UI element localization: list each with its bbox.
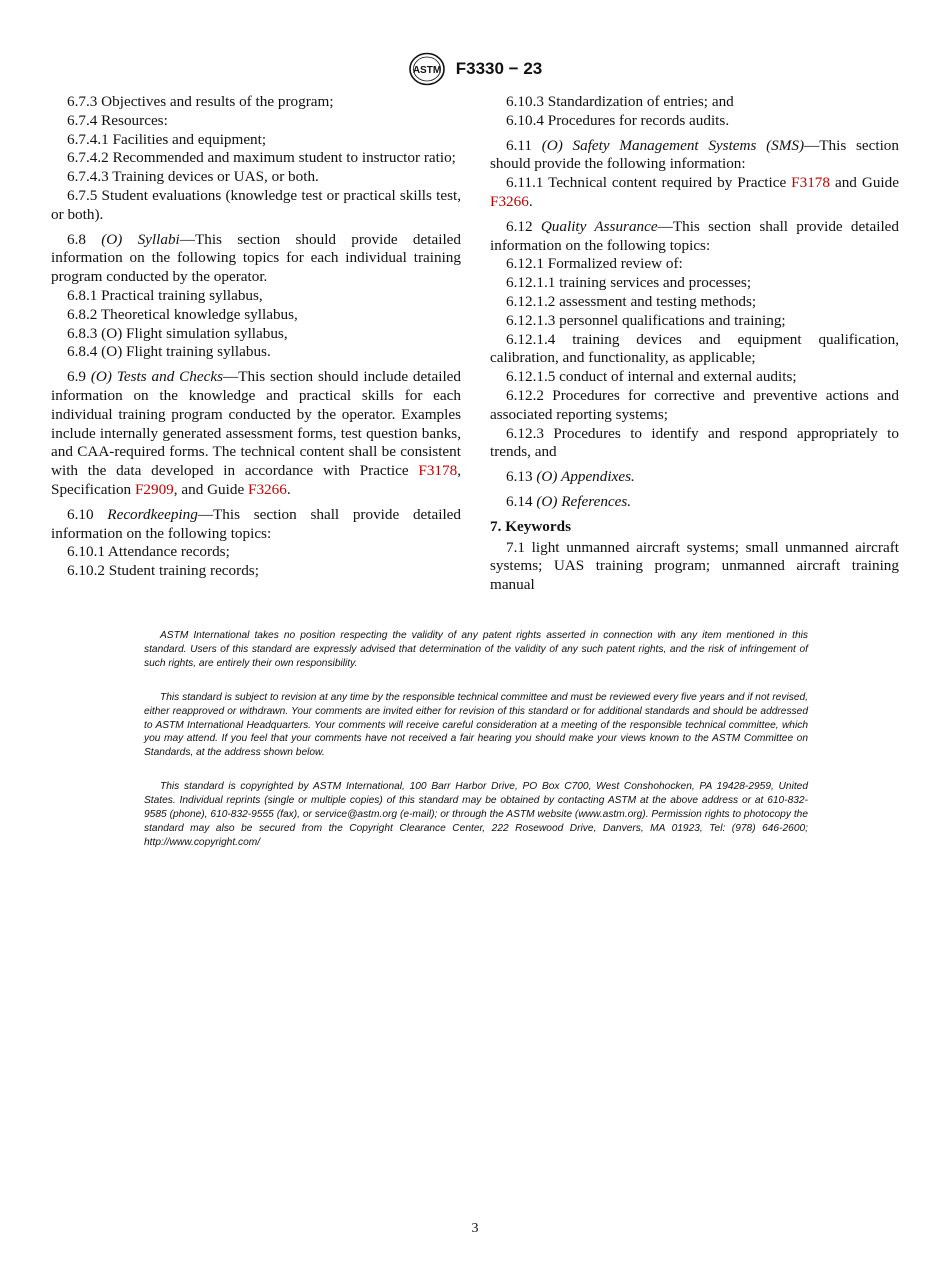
clause-number: 6.12	[506, 217, 533, 235]
clause-6-7-5: 6.7.5 Student evaluations (knowledge test or practical skills test, or both).	[51, 186, 461, 223]
clause-6-8-2: 6.8.2 Theoretical knowledge syllabus,	[67, 305, 298, 323]
page-number: 3	[471, 1221, 479, 1236]
legal-notices	[144, 629, 808, 870]
clause-6-8	[51, 231, 461, 287]
clause-text: —This section shall provide detailed information on the following topics:	[490, 217, 899, 254]
clause-text: .	[528, 192, 533, 210]
patent-notice: ASTM International takes no position respecting the validity of any patent rights asserted in connection with any item mentioned in this standard. Users of this standard are expressly advised that determination of the validity of any such patent rights, and the risk of infringement of such rights, are entirely their own responsibility.	[144, 630, 808, 669]
clause-6-11-1	[490, 174, 899, 212]
clause-6-8-3: 6.8.3 (O) Flight simulation syllabus,	[67, 324, 288, 342]
clause-6-12-1: 6.12.1 Formalized review of:	[506, 255, 683, 273]
clause-6-8-4: 6.8.4 (O) Flight training syllabus.	[67, 343, 271, 361]
clause-6-12-1-4: 6.12.1.4 training devices and equipment qualification, calibration, and functionality, as applicable;	[490, 330, 899, 367]
link-f2909[interactable]: F2909	[134, 480, 174, 498]
clause-6-7-4: 6.7.4 Resources:	[67, 111, 168, 129]
clause-6-12	[490, 218, 899, 256]
clause-6-7-3: 6.7.3 Objectives and results of the program;	[67, 93, 334, 110]
clause-6-12-2: 6.12.2 Procedures for corrective and preventive actions and associated reporting systems;	[490, 386, 899, 423]
clause-text: —This section should include detailed information on the knowledge and practical skills for each individual training program conducted by the operator. Examples include internally generated assessment forms, test question banks, and CAA-required forms. The technical content shall be consistent with the data developed in accordance with Practice	[51, 368, 461, 480]
clause-6-14	[490, 493, 899, 512]
clause-number: 6.13	[506, 468, 533, 486]
clause-number: 6.10	[67, 505, 94, 523]
left-column	[51, 93, 461, 581]
clause-number: 6.9	[67, 368, 86, 386]
clause-text: and Guide	[830, 174, 899, 192]
clause-7-1: 7.1 light unmanned aircraft systems; small unmanned aircraft systems; UAS training program; unmanned aircraft training manual	[490, 538, 899, 594]
clause-6-12-3: 6.12.3 Procedures to identify and respond appropriately to trends, and	[490, 424, 899, 461]
clause-text: .	[286, 480, 291, 498]
revision-notice: This standard is subject to revision at any time by the responsible technical committee and must be reviewed every five years and if not revised, either reapproved or withdrawn. Your comments are invited either for revision of this standard or for additional standards and should be addressed to ASTM International Headquarters. Your comments will receive careful consideration at a meeting of the responsible technical committee, which you may attend. If you feel that your comments have not received a fair hearing you should make your views known to the ASTM Committee on Standards, at the address shown below.	[144, 691, 808, 759]
clause-6-10-2: 6.10.2 Student training records;	[67, 562, 259, 580]
clause-6-7-4-2: 6.7.4.2 Recommended and maximum student to instructor ratio;	[67, 149, 456, 167]
clause-title: (O) Syllabi	[101, 230, 180, 248]
clause-text: , Specification	[51, 462, 461, 498]
link-f3178[interactable]: F3178	[791, 174, 830, 192]
clause-6-10-4: 6.10.4 Procedures for records audits.	[506, 111, 730, 129]
clause-6-11	[490, 137, 899, 175]
document-designation: F3330 − 23	[455, 59, 543, 78]
link-f3178[interactable]: F3178	[418, 462, 458, 480]
clause-6-13	[490, 468, 899, 487]
clause-title: (O) Appendixes.	[536, 468, 635, 486]
section-heading-keywords: 7. Keywords	[490, 517, 571, 535]
clause-6-10	[51, 506, 461, 544]
clause-6-10-1: 6.10.1 Attendance records;	[67, 543, 230, 561]
clause-title: Recordkeeping	[107, 505, 198, 523]
clause-6-9	[51, 368, 461, 500]
clause-text: 6.11.1 Technical content required by Practice	[506, 174, 792, 192]
astm-logo-icon	[408, 52, 446, 86]
right-column	[490, 93, 899, 595]
clause-6-10-3: 6.10.3 Standardization of entries; and	[506, 93, 734, 110]
astm-logo-text: ASTM	[412, 65, 441, 76]
clause-6-12-1-1: 6.12.1.1 training services and processes;	[506, 274, 752, 292]
clause-6-7-4-3: 6.7.4.3 Training devices or UAS, or both.	[67, 168, 319, 186]
clause-text: , and Guide	[173, 480, 248, 498]
clause-title: (O) Safety Management Systems (SMS)	[541, 136, 805, 154]
clause-6-12-1-3: 6.12.1.3 personnel qualifications and training;	[506, 311, 786, 329]
clause-6-7-4-1: 6.7.4.1 Facilities and equipment;	[67, 130, 267, 148]
clause-text: —This section shall provide detailed information on the following topics:	[51, 505, 462, 542]
clause-6-8-1: 6.8.1 Practical training syllabus,	[67, 286, 263, 304]
link-f3266[interactable]: F3266	[248, 480, 287, 498]
clause-6-12-1-5: 6.12.1.5 conduct of internal and external audits;	[506, 368, 797, 386]
clause-6-12-1-2: 6.12.1.2 assessment and testing methods;	[506, 292, 757, 310]
clause-title: (O) Tests and Checks	[90, 368, 224, 386]
link-f3266[interactable]: F3266	[490, 192, 529, 210]
copyright-notice: This standard is copyrighted by ASTM International, 100 Barr Harbor Drive, PO Box C700, West Conshohocken, PA 19428-2959, United States. Individual reprints (single or multiple copies) of this standard may be obtained by contacting ASTM at the above address or at 610-832-9585 (phone), 610-832-9555 (fax), or service@astm.org (e-mail); or through the ASTM website (www.astm.org). Permission rights to photocopy the standard may also be secured from the Copyright Clearance Center, 222 Rosewood Drive, Danvers, MA 01923, Tel: (978) 646-2600; http://www.copyright.com/	[144, 781, 808, 848]
clause-text: —This section should provide the following information:	[490, 136, 899, 173]
clause-text: —This section should provide detailed information on the following topics for each individual training program conducted by the operator.	[51, 230, 461, 286]
page-header	[0, 52, 950, 86]
clause-title: (O) References.	[536, 492, 632, 510]
clause-number: 6.14	[506, 492, 533, 510]
clause-title: Quality Assurance	[540, 217, 658, 235]
clause-number: 6.11	[506, 136, 533, 154]
clause-number: 6.8	[67, 230, 86, 248]
